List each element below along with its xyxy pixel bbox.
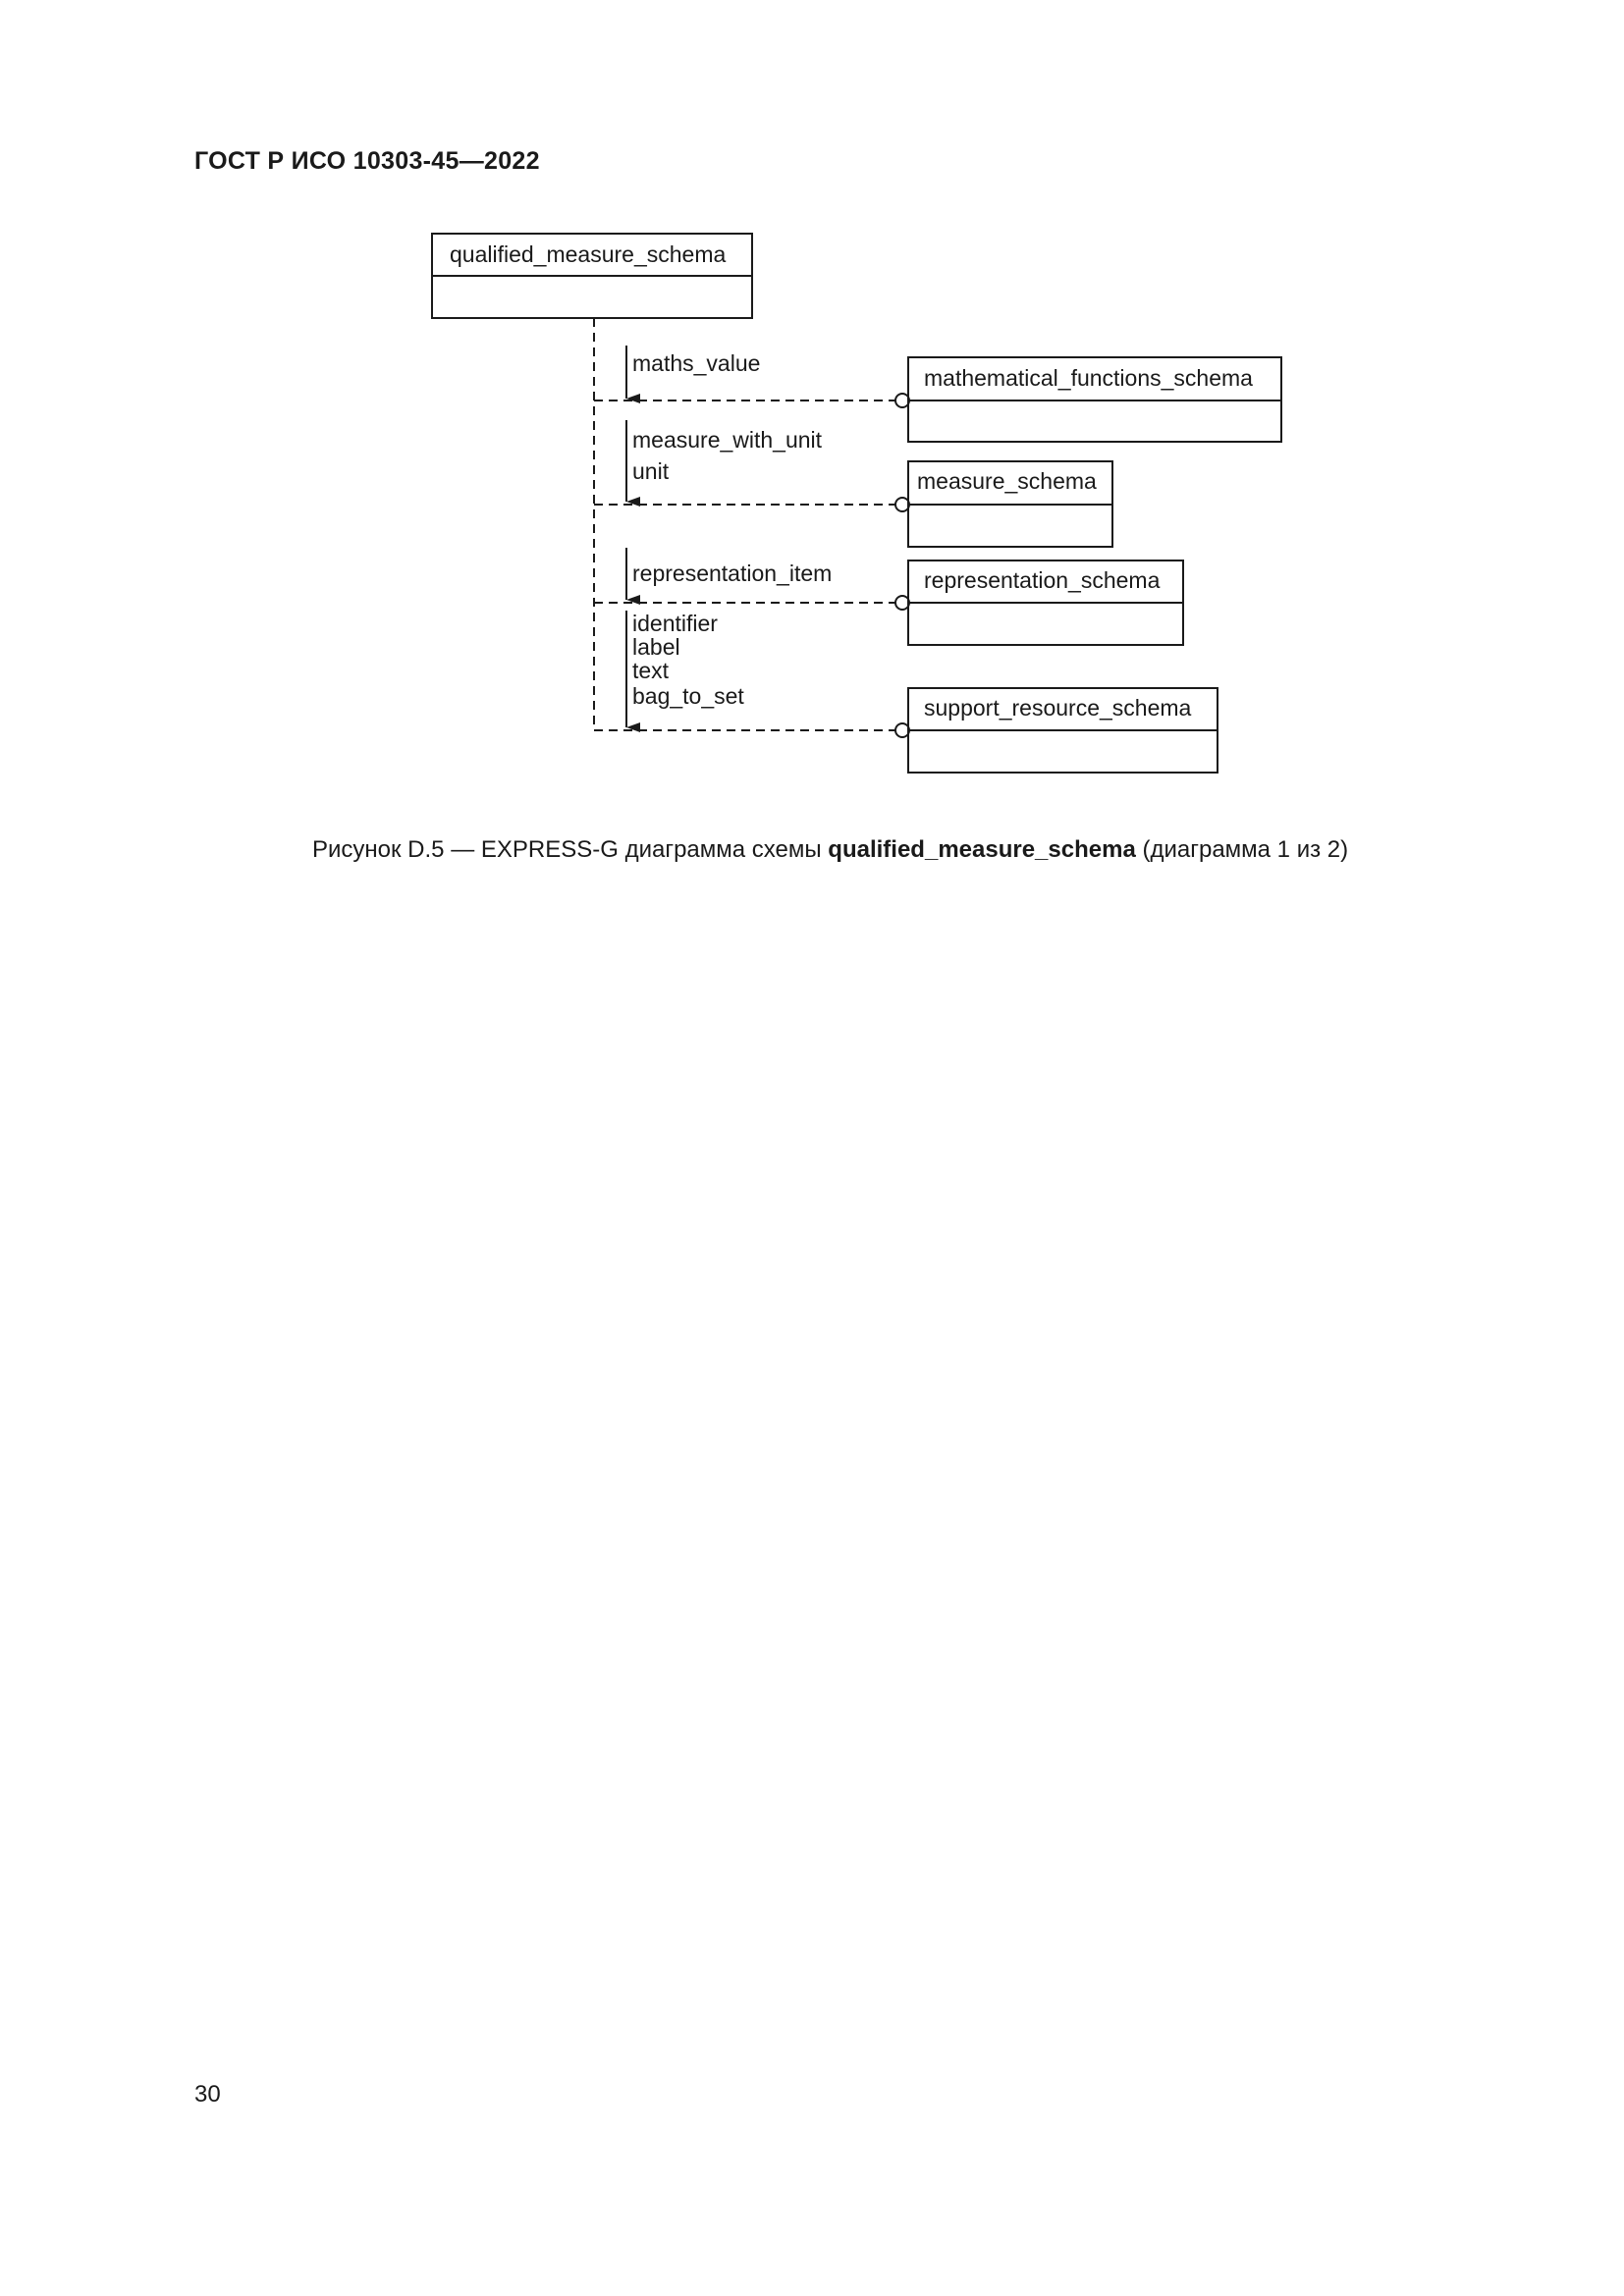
caption-prefix: Рисунок D.5 — EXPRESS-G диаграмма схемы: [312, 836, 829, 863]
caption-suffix: (диаграмма 1 из 2): [1135, 836, 1349, 863]
reference-support-resource-schema: [594, 611, 1218, 773]
schema-box-label: support_resource_schema: [924, 695, 1192, 721]
ref-item-label: maths_value: [632, 350, 761, 376]
connector-circle: [895, 723, 909, 737]
main-schema-box: [432, 234, 752, 318]
ref-item-label: bag_to_set: [632, 683, 744, 709]
schema-box-label: measure_schema: [917, 468, 1097, 494]
main-schema-label: qualified_measure_schema: [450, 241, 727, 267]
ref-item-label: text: [632, 658, 670, 683]
ref-item-label: identifier: [632, 611, 718, 636]
page-number: 30: [194, 2081, 221, 2108]
caption-schema-name: qualified_measure_schema: [828, 836, 1136, 863]
ref-item-label: label: [632, 634, 680, 660]
ref-item-label: measure_with_unit: [632, 427, 823, 453]
connector-circle: [895, 394, 909, 407]
connector-circle: [895, 498, 909, 511]
schema-box-label: representation_schema: [924, 567, 1161, 593]
connector-circle: [895, 596, 909, 610]
reference-measure-schema: [594, 420, 1112, 547]
document-header: ГОСТ Р ИСО 10303-45—2022: [194, 147, 540, 175]
ref-item-label: unit: [632, 458, 670, 484]
express-g-diagram: [0, 0, 1624, 883]
ref-item-label: representation_item: [632, 561, 833, 586]
schema-box-label: mathematical_functions_schema: [924, 365, 1253, 391]
figure-caption: [312, 836, 1348, 864]
